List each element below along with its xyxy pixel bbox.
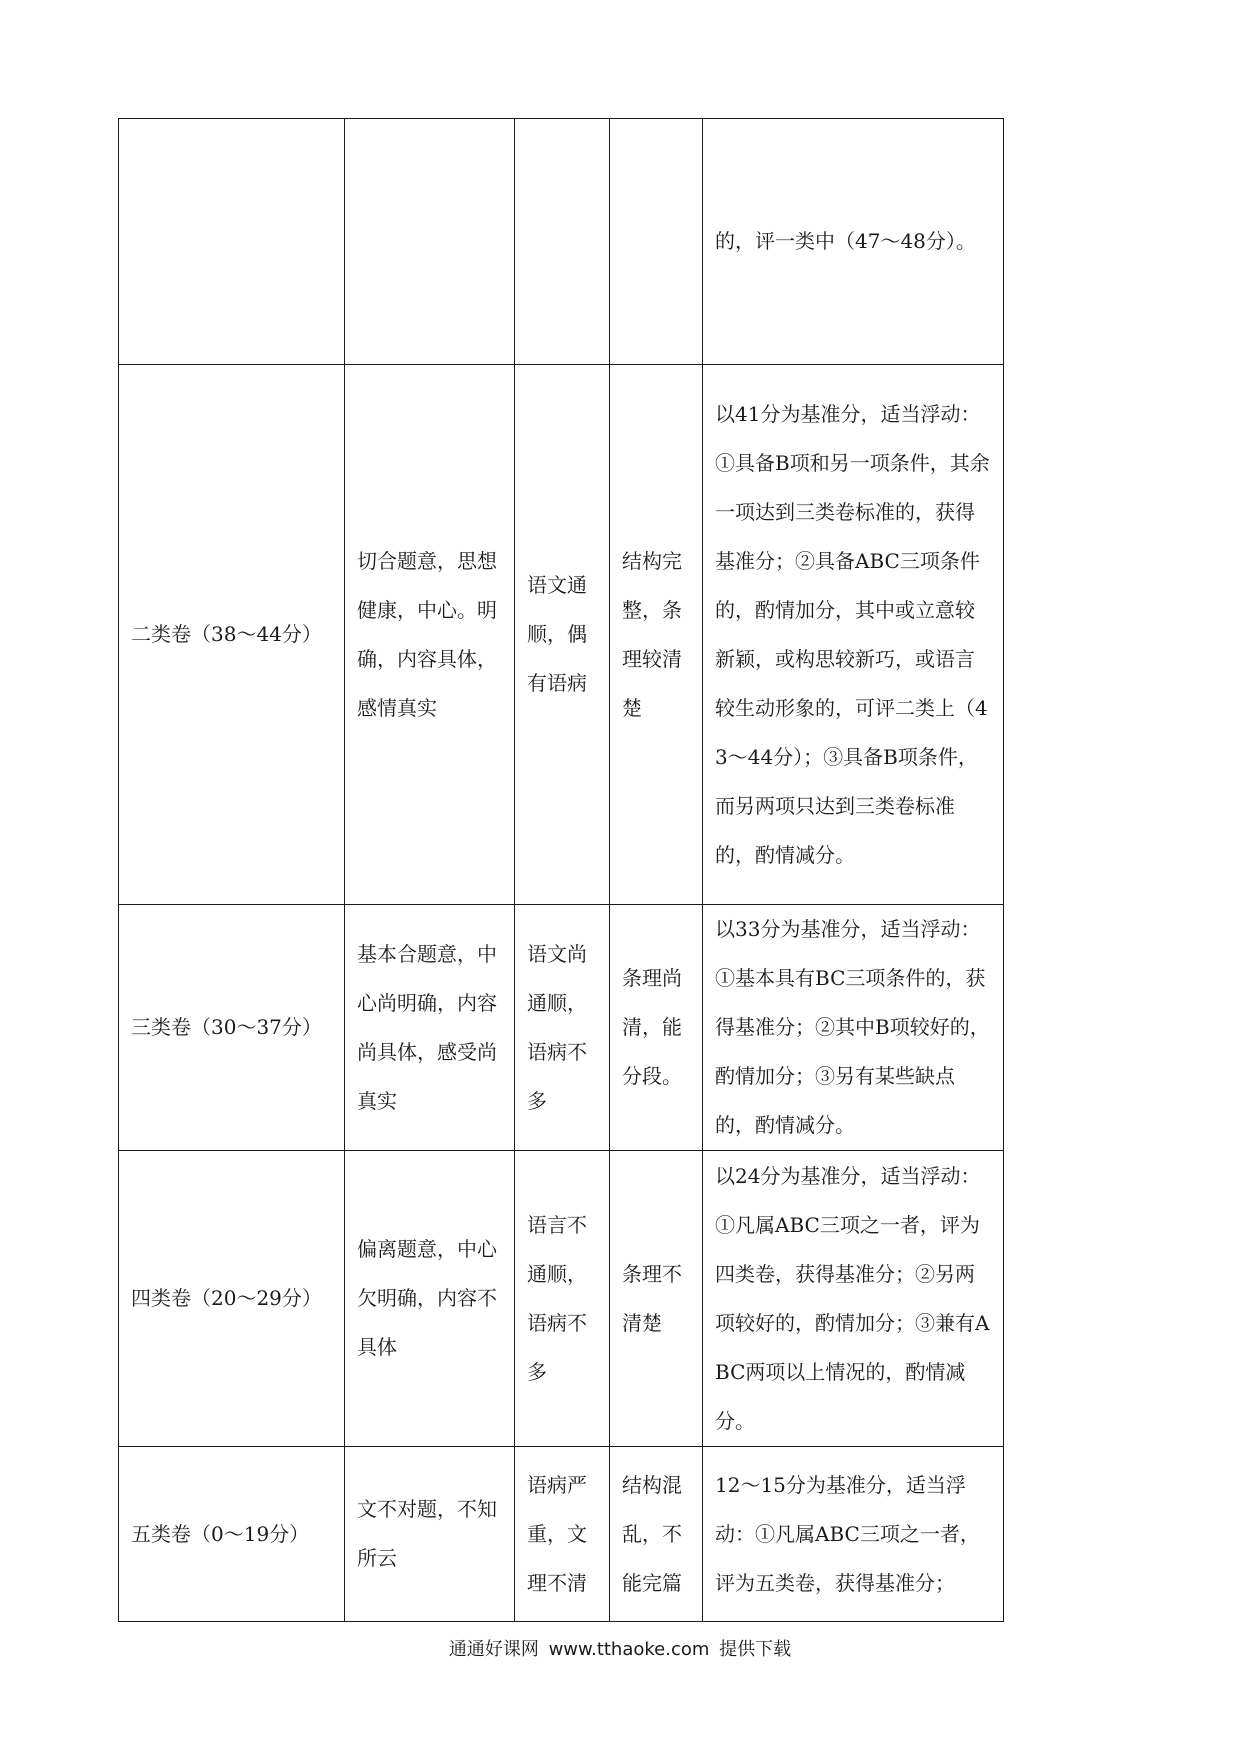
language-cell: 语文通顺，偶有语病 xyxy=(515,365,610,905)
level-cell: 二类卷（38～44分） xyxy=(119,365,345,905)
footer-url[interactable]: www.tthaoke.com xyxy=(548,1639,710,1660)
grading-table xyxy=(118,118,1004,1622)
table-row xyxy=(119,905,1004,1151)
table-row xyxy=(119,1447,1004,1622)
description-cell: 12～15分为基准分，适当浮动：①凡属ABC三项之一者，评为五类卷，获得基准分； xyxy=(703,1447,1004,1622)
description-cell: 以24分为基准分，适当浮动：①凡属ABC三项之一者，评为四类卷，获得基准分；②另两项较好的，酌情加分；③兼有ABC两项以上情况的，酌情减分。 xyxy=(703,1151,1004,1447)
description-cell: 的，评一类中（47～48分）。 xyxy=(703,119,1004,365)
structure-cell: 结构完整，条理较清楚 xyxy=(610,365,703,905)
page-footer xyxy=(0,1635,1240,1661)
content-cell: 切合题意，思想健康，中心。明确，内容具体，感情真实 xyxy=(345,365,515,905)
description-cell: 以41分为基准分，适当浮动：①具备B项和另一项条件，其余一项达到三类卷标准的，获得基准分；②具备ABC三项条件的，酌情加分，其中或立意较新颖，或构思较新巧，或语言较生动形象的，可评二类上（43～44分）；③具备B项条件，而另两项只达到三类卷标准的，酌情减分。 xyxy=(703,365,1004,905)
structure-cell: 条理不清楚 xyxy=(610,1151,703,1447)
description-cell: 以33分为基准分，适当浮动：①基本具有BC三项条件的，获得基准分；②其中B项较好的，酌情加分；③另有某些缺点的，酌情减分。 xyxy=(703,905,1004,1151)
content-cell: 文不对题，不知所云 xyxy=(345,1447,515,1622)
table-row xyxy=(119,365,1004,905)
content-cell: 偏离题意，中心欠明确，内容不具体 xyxy=(345,1151,515,1447)
structure-cell: 结构混乱，不能完篇 xyxy=(610,1447,703,1622)
footer-site-name: 通通好课网 xyxy=(448,1639,539,1660)
level-cell: 三类卷（30～37分） xyxy=(119,905,345,1151)
level-cell: 四类卷（20～29分） xyxy=(119,1151,345,1447)
language-cell: 语病严重，文理不清 xyxy=(515,1447,610,1622)
table-row xyxy=(119,119,1004,365)
content-cell xyxy=(345,119,515,365)
table-row xyxy=(119,1151,1004,1447)
level-cell xyxy=(119,119,345,365)
language-cell: 语文尚通顺，语病不多 xyxy=(515,905,610,1151)
level-cell: 五类卷（0～19分） xyxy=(119,1447,345,1622)
footer-note: 提供下载 xyxy=(719,1639,792,1660)
content-cell: 基本合题意，中心尚明确，内容尚具体，感受尚真实 xyxy=(345,905,515,1151)
structure-cell xyxy=(610,119,703,365)
language-cell xyxy=(515,119,610,365)
structure-cell: 条理尚清，能分段。 xyxy=(610,905,703,1151)
language-cell: 语言不通顺，语病不多 xyxy=(515,1151,610,1447)
